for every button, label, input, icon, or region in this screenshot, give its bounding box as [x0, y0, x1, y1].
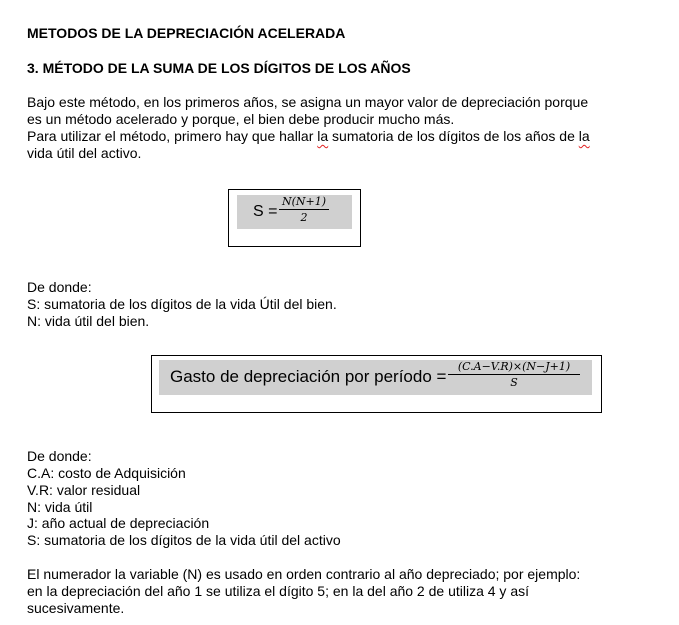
formula-sum-denominator: 2 — [300, 211, 308, 224]
formula-sum-numerator: N(N+1) — [281, 195, 327, 208]
fraction-bar — [279, 209, 329, 210]
intro-line-4: vida útil del activo. — [27, 145, 142, 161]
intro-line-3-part-c: sumatoria de los dígitos de los años de — [328, 128, 579, 144]
spellcheck-flag[interactable]: la — [317, 128, 329, 144]
definition-vr: V.R: valor residual — [27, 482, 141, 498]
closing-line-3: sucesivamente. — [27, 600, 125, 616]
document-title: METODOS DE LA DEPRECIACIÓN ACELERADA — [27, 25, 346, 41]
intro-line-3-part-a: Para utilizar el método, primero hay que hallar — [27, 128, 318, 144]
intro-line-2: es un método acelerado y porque, el bien debe producir mucho más. — [27, 111, 455, 127]
formula-expense-numerator: (C.A−V.R)×(N−J+1) — [457, 360, 571, 373]
fraction-bar — [448, 374, 580, 375]
formula-expense-denominator: S — [510, 376, 518, 389]
definitions-1-intro: De donde: — [27, 279, 92, 295]
definition-s: S: sumatoria de los dígitos de la vida Útil del bien. — [27, 296, 337, 312]
spellcheck-flag[interactable]: la — [578, 128, 590, 144]
section-heading: 3. MÉTODO DE LA SUMA DE LOS DÍGITOS DE LOS AÑOS — [27, 60, 411, 76]
definition-ca: C.A: costo de Adquisición — [27, 465, 186, 481]
formula-expense-fraction — [448, 361, 580, 389]
definition-j: J: año actual de depreciación — [27, 515, 210, 531]
definition-s-2: S: sumatoria de los dígitos de la vida útil del activo — [27, 532, 341, 548]
formula-sum-fraction — [279, 196, 329, 224]
definition-n: N: vida útil del bien. — [27, 313, 150, 329]
formula-expense-lhs: Gasto de depreciación por período = — [170, 367, 447, 386]
intro-line-1: Bajo este método, en los primeros años, se asigna un mayor valor de depreciación porque — [27, 94, 589, 110]
closing-line-2: en la depreciación del año 1 se utiliza el dígito 5; en la del año 2 de utiliza 4 y así — [27, 583, 529, 599]
closing-line-1: El numerador la variable (N) es usado en orden contrario al año depreciado; por ejemplo: — [27, 566, 581, 582]
formula-sum-lhs: S = — [253, 203, 278, 220]
definition-n-2: N: vida útil — [27, 499, 93, 515]
intro-line-3 — [27, 128, 590, 145]
definitions-2-intro: De donde: — [27, 448, 92, 464]
